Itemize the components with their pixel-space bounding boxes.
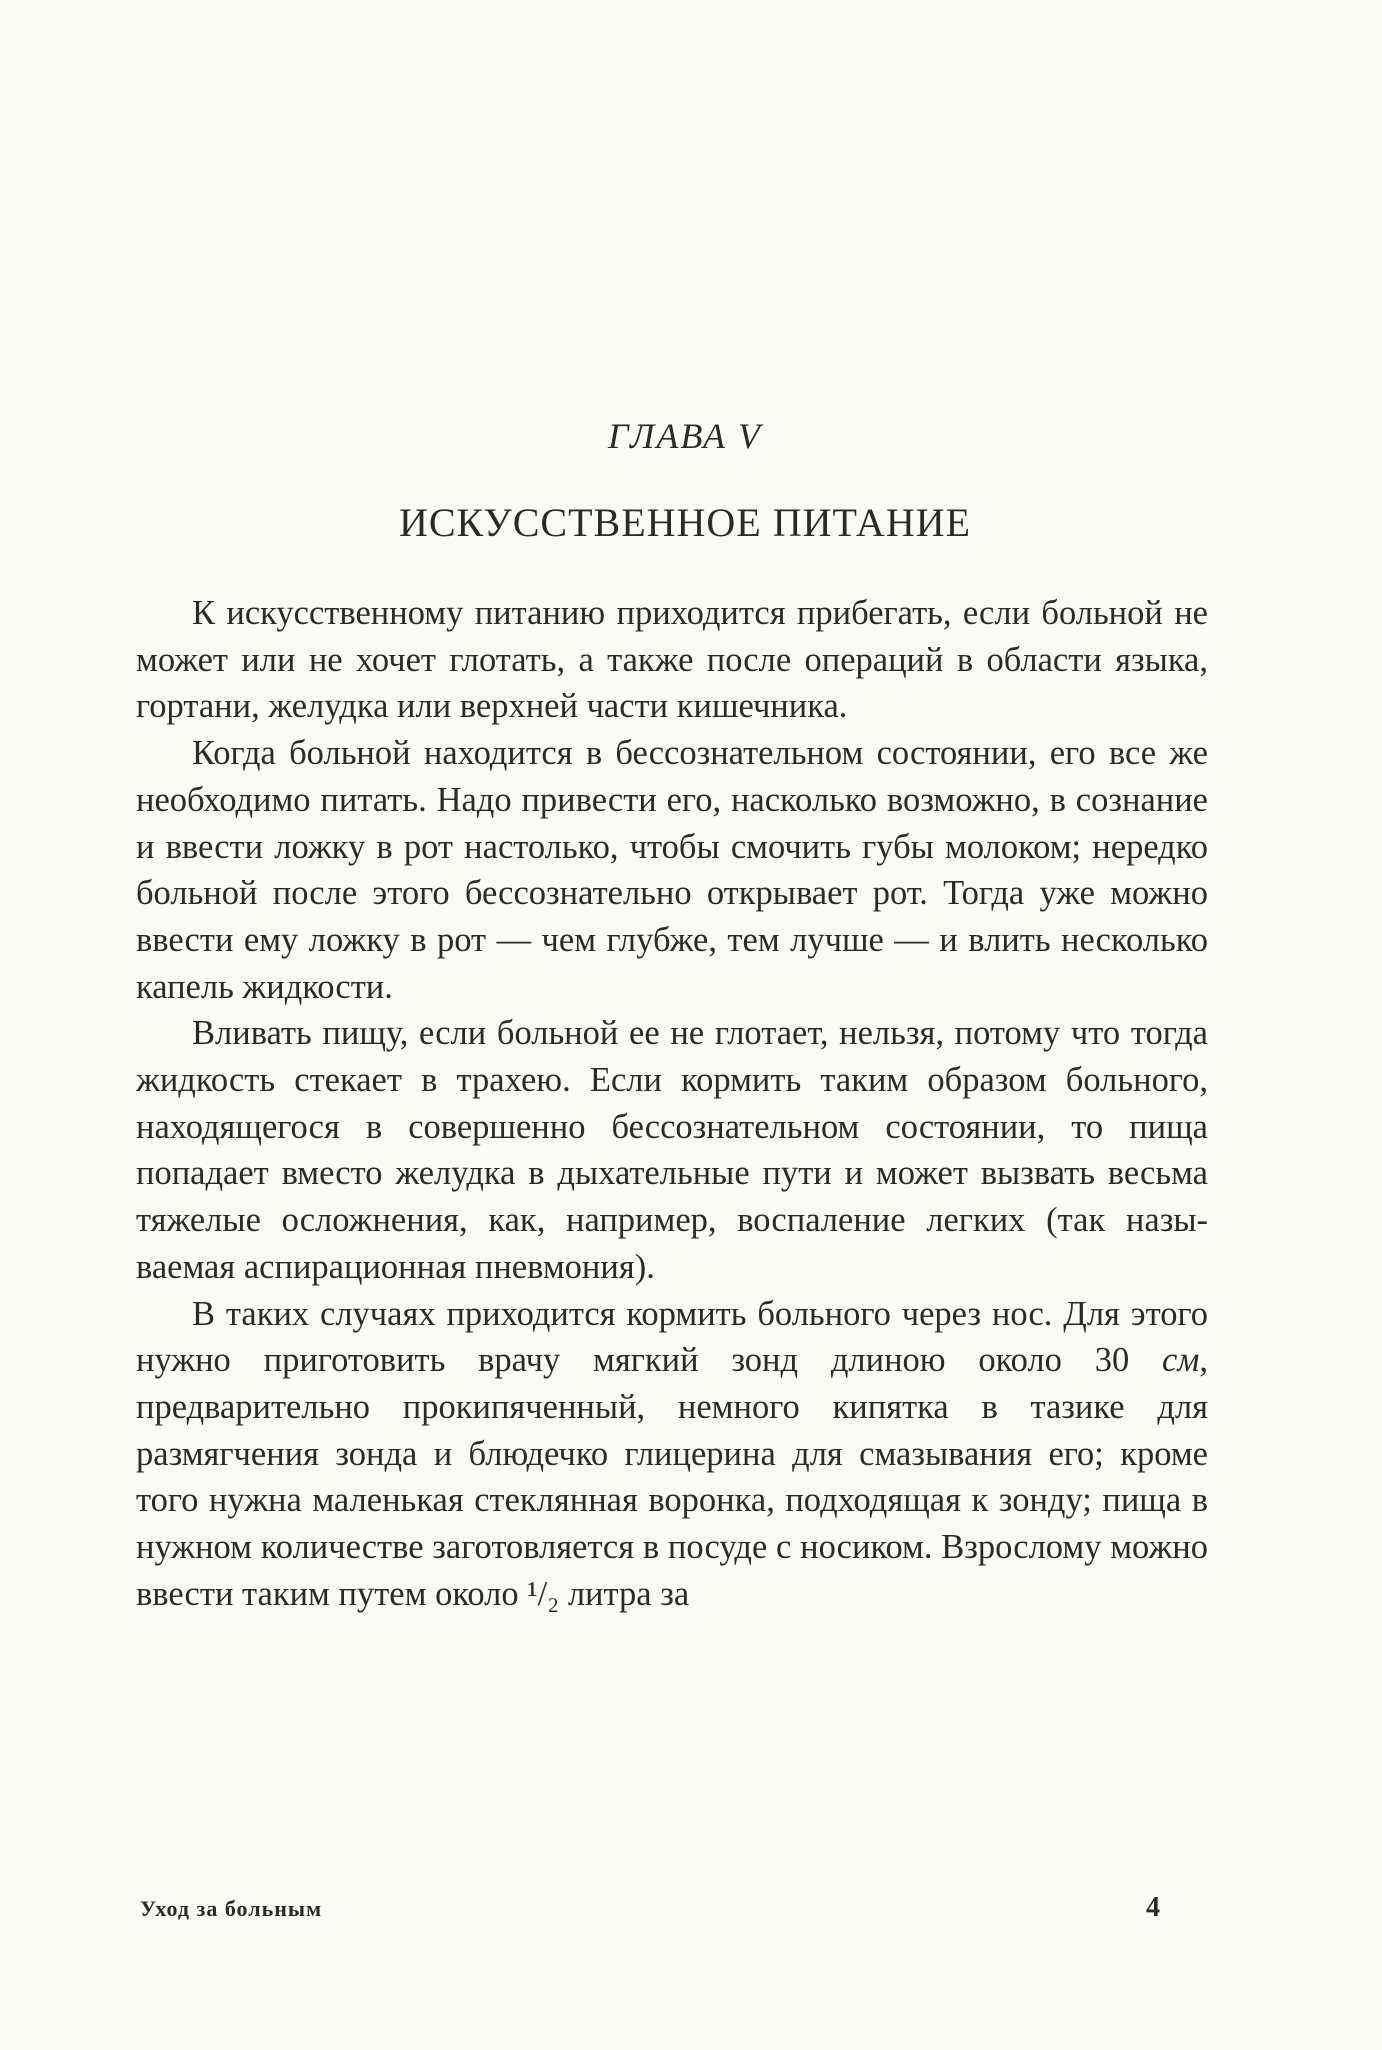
paragraph-4-text-end: литра за [559, 1574, 690, 1613]
paragraph-4-text-middle: , предварительно прокипяченный, немного кипятка в тазике для размягчения зонда и блюдечко глицерина для смазывания его; кроме того нужна маленькая стеклянная воронка, подходящая к зонду; пища в нужном количестве заготовляется в посуде с носиком. Взрослому можно ввести таким путем около [136, 1341, 1208, 1613]
paragraph-4-text-start: В таких случаях приходится кормить больного через нос. Для этого нужно приготовить врачу мягкий зонд длиною около 30 [136, 1294, 1208, 1380]
signature-number: 4 [1146, 1892, 1160, 1923]
paragraph-1: К искусственному питанию приходится прибегать, если больной не может или не хочет глотать, а также после операций в области языка, гортани, желудка или верхней части кишечника. [136, 594, 1208, 726]
body-text [136, 590, 1208, 1617]
page-footer [140, 1890, 1160, 1930]
fraction-value: ¹/₂ [527, 1574, 560, 1613]
running-title: Уход за больным [140, 1896, 323, 1921]
paragraph-4 [136, 1291, 1208, 1618]
chapter-label: ГЛАВА V [608, 416, 762, 456]
unit-label: см [1162, 1341, 1200, 1380]
paragraph-3: Вливать пищу, если больной ее не глотает, нельзя, потому что тогда жидкость стекает в трахею. Если кормить таким образом больного, находящегося в совершенно бессознательном состоянии, то пища попадает вместо желудка в дыхательные пути и может вызвать весьма тяжелые осложнения, как, например, воспаление легких (так называемая аспирационная пневмония). [136, 1014, 1208, 1286]
chapter-title: ИСКУССТВЕННОЕ ПИТАНИЕ [398, 500, 972, 545]
paragraph-2: Когда больной находится в бессознательном состоянии, его все же необходимо питать. Надо привести его, насколько возможно, в сознание и ввести ложку в рот настолько, чтобы смочить губы молоком; нередко больной после этого бессознательно открывает рот. Тогда уже можно ввести ему ложку в рот — чем глубже, тем лучше — и влить несколько капель жидкости. [136, 734, 1208, 1006]
